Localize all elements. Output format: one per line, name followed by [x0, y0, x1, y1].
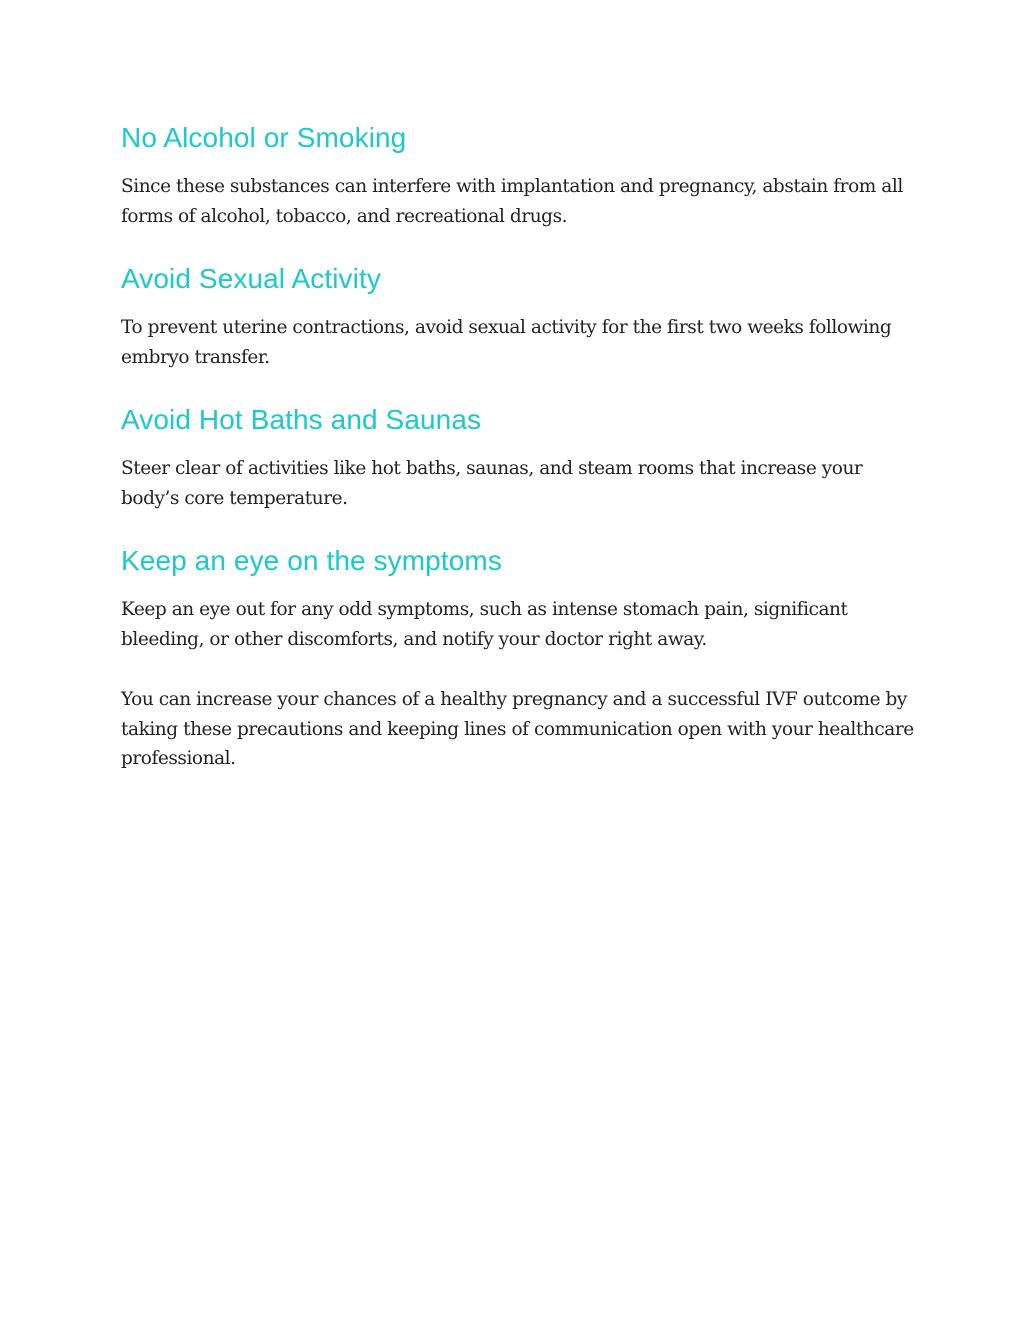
- section-heading: Keep an eye on the symptoms: [121, 545, 502, 576]
- closing-paragraph: You can increase your chances of a healthy pregnancy and a successful IVF outcome by taking these precautions and keeping lines of communication open with your healthcare professional.: [121, 689, 914, 769]
- section-symptoms: [121, 541, 921, 654]
- section-avoid-sexual-activity: [121, 259, 921, 372]
- section-heading: No Alcohol or Smoking: [121, 122, 407, 153]
- section-heading: Avoid Hot Baths and Saunas: [121, 404, 482, 435]
- section-no-alcohol: [121, 118, 921, 231]
- section-body: To prevent uterine contractions, avoid sexual activity for the first two weeks following embryo transfer.: [121, 317, 892, 368]
- section-body: Keep an eye out for any odd symptoms, such as intense stomach pain, significant bleeding, or other discomforts, and notify your doctor right away.: [121, 599, 848, 650]
- section-body: Since these substances can interfere with implantation and pregnancy, abstain from all forms of alcohol, tobacco, and recreational drugs.: [121, 176, 903, 227]
- section-body: Steer clear of activities like hot baths, saunas, and steam rooms that increase your body’s core temperature.: [121, 458, 863, 509]
- section-avoid-hot-baths: [121, 400, 921, 513]
- section-heading: Avoid Sexual Activity: [121, 263, 381, 294]
- document-page: [121, 118, 921, 802]
